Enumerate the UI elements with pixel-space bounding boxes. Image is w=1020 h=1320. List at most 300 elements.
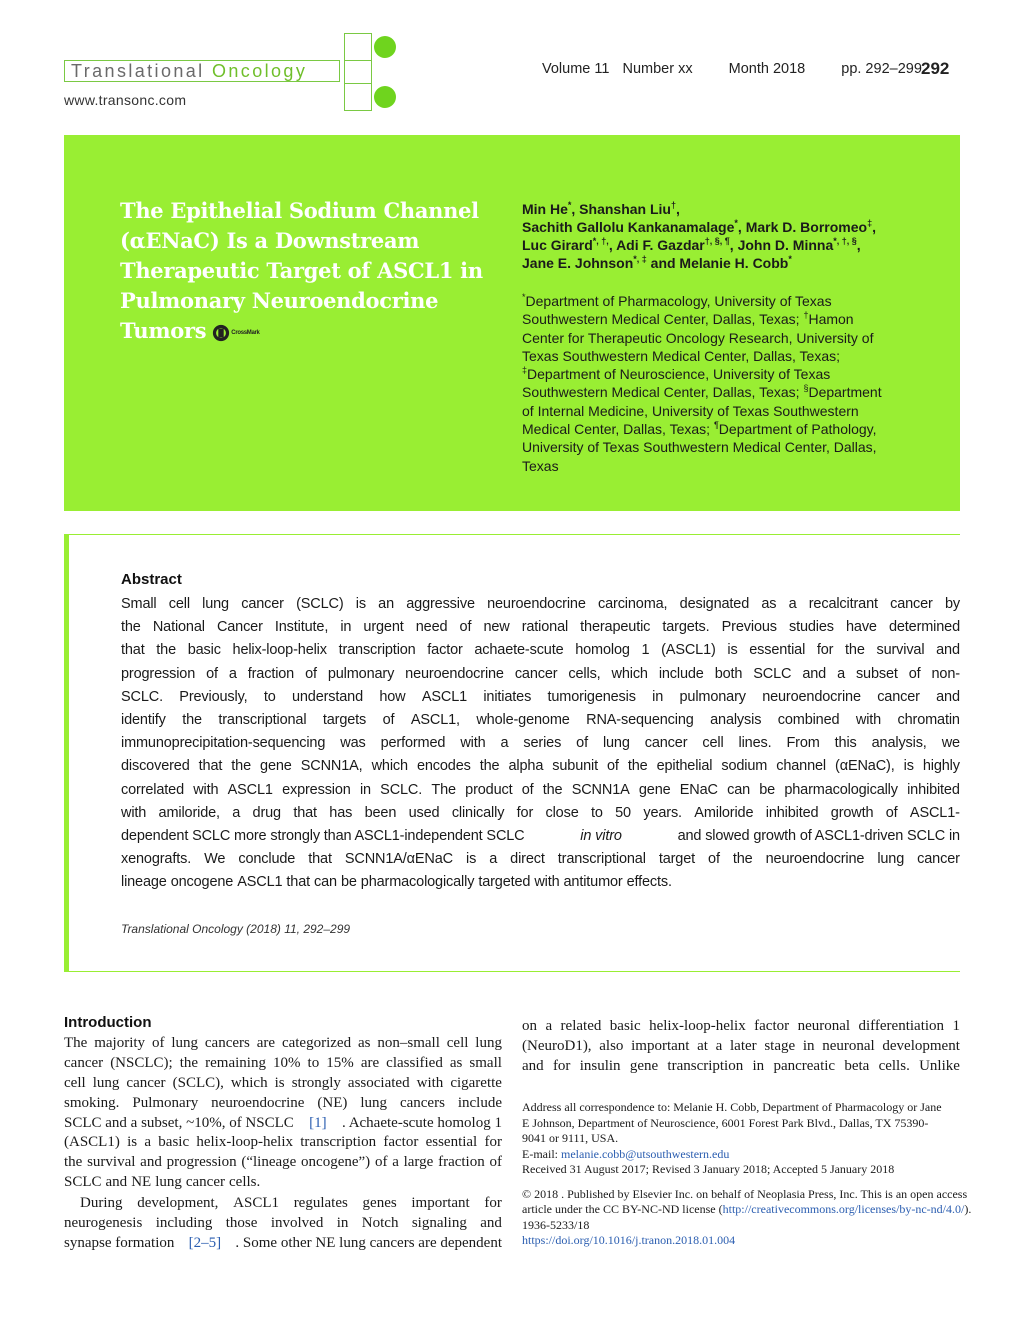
word: gene: [260, 758, 292, 775]
word: 50: [615, 804, 631, 821]
word: channel: [776, 758, 826, 775]
word: ASCL1: [237, 874, 283, 891]
word: (SCLC): [296, 596, 344, 612]
crossmark-label: CrossMark: [231, 329, 260, 336]
word: neuronal: [797, 1018, 851, 1034]
word: for: [816, 642, 834, 659]
author-line: Sachith Gallolu Kankanamalage*, Mark D. Borromeo‡,: [522, 218, 876, 235]
word: immunoprecipitation-sequencing: [121, 735, 326, 752]
affiliation-line: Texas Southwestern Medical Center, Dallas, Texas;: [522, 347, 841, 364]
word: subset: [855, 665, 898, 682]
word: with: [416, 1074, 444, 1091]
word: correlated: [121, 781, 184, 798]
body-line: [64, 1194, 502, 1214]
word: a: [232, 804, 241, 821]
abstract-line: [121, 755, 960, 778]
word: (ASCL1): [64, 1134, 120, 1151]
body-line-mixed: [64, 1234, 502, 1254]
abstract-line: [121, 663, 960, 686]
word: remaining: [205, 1054, 266, 1071]
logo-dot: [374, 36, 396, 58]
word: is: [355, 596, 366, 612]
word: studies: [788, 619, 834, 636]
word: The: [64, 1035, 88, 1051]
author-list: [522, 200, 942, 272]
word: can: [727, 781, 751, 798]
word: inhibited: [765, 804, 819, 821]
word: basic: [187, 642, 221, 659]
word: cells.: [229, 1174, 261, 1191]
word: can: [314, 874, 337, 891]
word: lung: [92, 1074, 120, 1091]
crossmark-icon[interactable]: [212, 324, 230, 342]
word: cigarette: [450, 1074, 502, 1091]
word: Previously,: [179, 688, 248, 705]
word: targets.: [662, 619, 710, 636]
word: to: [590, 804, 603, 821]
word: chromatin: [897, 711, 960, 728]
word: years.: [643, 804, 682, 821]
word: cancer: [890, 596, 933, 612]
word: ASCL1: [227, 781, 273, 798]
word: targets: [322, 711, 367, 728]
email-label: E-mail:: [522, 1146, 561, 1161]
abstract-line: [121, 709, 960, 732]
word: pharmacologically: [360, 874, 475, 891]
word: determined: [888, 619, 960, 636]
word: cell: [64, 1074, 86, 1091]
word: that: [198, 758, 223, 775]
word: is: [127, 1134, 138, 1151]
word: lung: [877, 851, 905, 868]
word: gene: [638, 781, 671, 798]
word: are: [360, 1054, 380, 1071]
page-range: pp. 292–299: [841, 61, 922, 77]
word: We: [204, 851, 226, 868]
body-line: [64, 1034, 502, 1054]
word: cancers: [399, 1094, 445, 1111]
word: of: [459, 619, 472, 636]
word: SCNN1A: [571, 781, 630, 798]
word: as: [357, 1035, 371, 1051]
word: in: [652, 688, 664, 705]
word: a: [545, 1018, 553, 1034]
word: cancer: [514, 665, 558, 682]
body-line: [64, 1094, 502, 1114]
word: with: [460, 735, 486, 752]
body-line: [64, 1214, 502, 1234]
word: the: [231, 758, 251, 775]
word: Pulmonary: [132, 1094, 199, 1111]
word: of: [489, 1154, 502, 1171]
footnote-dates: Received 31 August 2017; Revised 3 January 2018; Accepted 5 January 2018: [522, 1162, 895, 1176]
word: used: [408, 804, 440, 821]
word: beta: [844, 1057, 870, 1074]
word: neurogenesis: [64, 1214, 143, 1231]
volume: Volume 11: [542, 61, 610, 77]
title-line: The Epithelial Sodium Channel: [120, 198, 479, 223]
word: SCNN1A/αENaC: [344, 851, 453, 868]
affiliation-line: ‡Department of Neuroscience, University of Texas: [522, 365, 831, 383]
word: cancer: [917, 851, 960, 868]
footnote-line: E Johnson, Department of Neuroscience, 6001 Forest Park Blvd., Dallas, TX 75390-: [522, 1115, 929, 1130]
body-line-part: SCLC and a subset, ~10%, of NSCLC: [64, 1114, 294, 1131]
title-line: (αENaC) Is a Downstream: [120, 228, 420, 253]
word: transcriptional: [557, 851, 646, 868]
word: to: [307, 1054, 320, 1071]
word: SCNN1A,: [300, 758, 363, 775]
word: a: [392, 1154, 399, 1171]
word: of: [708, 851, 720, 868]
word: with: [121, 804, 147, 821]
word: cell: [168, 596, 190, 612]
body-line-part: synapse formation: [64, 1234, 175, 1251]
word: helix-loop-helix: [232, 642, 327, 659]
abstract-line-part: dependent SCLC more strongly than ASCL1-independent SCLC: [121, 827, 525, 844]
word: include: [658, 665, 704, 682]
doi-link[interactable]: https://doi.org/10.1016/j.tranon.2018.01.004: [522, 1233, 736, 1247]
word: including: [155, 1214, 213, 1231]
word: 1: [641, 642, 650, 659]
word: Cancer: [216, 619, 263, 636]
word: The: [431, 781, 456, 798]
word: the: [156, 642, 177, 659]
word: have: [846, 619, 877, 636]
word: effects.: [626, 874, 672, 891]
word: tumorigenesis: [547, 688, 636, 705]
footnote-email-line: [522, 1147, 962, 1163]
word: product: [465, 781, 513, 798]
word: associated: [347, 1074, 410, 1091]
word: development,: [137, 1195, 219, 1211]
title-line: Therapeutic Target of ASCL1 in: [120, 258, 483, 283]
abstract-line-mixed: [121, 825, 960, 848]
logo-cell: [344, 33, 372, 61]
word: close: [545, 804, 579, 821]
word: amiloride,: [158, 804, 220, 821]
word: essential: [425, 1134, 478, 1151]
word: of: [607, 758, 619, 775]
title-line: Pulmonary Neuroendocrine: [120, 288, 439, 313]
author-line: Luc Girard*, †,, Adi F. Gazdar†, §, ¶, John D. Minna*, †, §,: [522, 236, 861, 253]
affiliation-line: Medical Center, Dallas, Texas; ¶Department of Pathology,: [522, 420, 877, 438]
word: direct: [510, 851, 545, 868]
word: series: [523, 735, 562, 752]
word: insulin: [579, 1057, 621, 1074]
word: a: [228, 665, 237, 682]
word: 15%: [326, 1054, 354, 1071]
word: differentiation: [858, 1018, 945, 1034]
word: pharmacologically: [784, 781, 898, 798]
footnote-line: 9041 or 9111, USA.: [522, 1131, 619, 1145]
title-line-last: [120, 316, 500, 348]
word: growth: [830, 804, 874, 821]
word: ASCL1-: [909, 804, 960, 821]
word: been: [364, 804, 397, 821]
word: is: [727, 642, 738, 659]
issn: 1936-5233/18: [522, 1217, 590, 1232]
introduction-heading: Introduction: [64, 1014, 152, 1031]
word: understand: [291, 688, 364, 705]
word: include: [457, 1094, 502, 1111]
word: new: [483, 619, 510, 636]
affiliation-line: of Internal Medicine, University of Texas Southwestern: [522, 402, 859, 419]
word: related: [560, 1018, 602, 1034]
word: (SCLC),: [172, 1074, 224, 1091]
word: involved: [270, 1214, 324, 1231]
issue-number: Number xx: [622, 61, 693, 77]
word: encodes: [416, 758, 471, 775]
word: that: [286, 874, 311, 891]
footnote-line: Address all correspondence to: Melanie H. Cobb, Department of Pharmacology or Jane: [522, 1100, 942, 1114]
word: analysis: [710, 711, 762, 728]
word: ENaC: [679, 781, 718, 798]
email-link[interactable]: melanie.cobb@utsouthwestern.edu: [561, 1146, 730, 1161]
affiliations: [522, 292, 932, 475]
word: the: [64, 1154, 83, 1171]
word: of: [576, 735, 588, 752]
word: pancreatic: [773, 1057, 836, 1074]
intro-right-column: [522, 1017, 960, 1077]
word: subunit: [552, 758, 598, 775]
word: be: [340, 874, 357, 891]
word: transcriptional: [218, 711, 307, 728]
word: in: [336, 1214, 349, 1231]
author-line: Jane E. Johnson*, ‡ and Melanie H. Cobb*: [522, 254, 792, 271]
word: which: [230, 1074, 268, 1091]
word: lung: [475, 1035, 502, 1051]
word: are: [256, 1035, 276, 1051]
logo-cell: [344, 83, 372, 111]
word: of: [382, 711, 395, 728]
abstract-line: [121, 779, 960, 802]
article-title: [120, 196, 500, 348]
word: aggressive: [406, 596, 475, 612]
intro-paragraph-2: [64, 1194, 502, 1254]
word: cells.: [878, 1057, 910, 1074]
word: neuroendocrine: [487, 596, 586, 612]
word: important: [411, 1195, 470, 1211]
word: SCLC: [753, 665, 792, 682]
reference-link[interactable]: [2–5]: [188, 1234, 222, 1251]
copyright-line: © 2018 . Published by Elsevier Inc. on behalf of Neoplasia Press, Inc. This is an open access: [522, 1186, 968, 1201]
word: regulates: [293, 1195, 348, 1211]
word: lung: [155, 1174, 182, 1191]
body-line-part: . Achaete-scute homolog 1: [342, 1114, 502, 1131]
word: in: [340, 619, 352, 636]
word: achaete-scute: [474, 642, 564, 659]
word: factor: [427, 642, 463, 659]
abstract-body: [121, 593, 960, 894]
abstract-line: [121, 802, 960, 825]
word: both: [714, 665, 743, 682]
body-line-mixed: [64, 1114, 502, 1134]
abstract-line: [121, 848, 960, 871]
word: expression: [282, 781, 351, 798]
word: helix-loop-helix: [649, 1018, 746, 1034]
intro-paragraph-1: [64, 1034, 502, 1193]
word: and: [936, 688, 960, 705]
word: that: [293, 804, 317, 821]
abstract-heading: Abstract: [121, 571, 182, 588]
word: cancers: [204, 1035, 250, 1051]
word: targeted: [478, 874, 531, 891]
word: cancer: [644, 735, 688, 752]
word: the: [121, 619, 141, 636]
word: cancer: [126, 1074, 166, 1091]
issue-month: Month 2018: [728, 61, 806, 77]
word: of: [305, 665, 317, 682]
word: which: [611, 665, 648, 682]
word: (ASCL1): [661, 642, 716, 659]
word: the: [732, 851, 753, 868]
word: factor: [383, 1134, 419, 1151]
word: for: [552, 1057, 571, 1074]
journal-name-word2: Oncology: [212, 61, 308, 81]
word: ASCL1: [233, 1195, 279, 1211]
word: therapeutic: [580, 619, 651, 636]
word: essential: [749, 642, 806, 659]
affiliation-line: *Department of Pharmacology, University of Texas: [522, 292, 832, 309]
word: (NeuroD1),: [522, 1037, 592, 1054]
word: categorized: [281, 1035, 352, 1051]
page-number: 292: [921, 59, 950, 78]
word: Unlike: [919, 1057, 960, 1074]
word: Notch: [361, 1214, 399, 1231]
word: pulmonary: [327, 665, 395, 682]
journal-logo-graphic: [344, 33, 398, 111]
word: conclude: [238, 851, 296, 868]
word: lineage: [121, 874, 167, 891]
word: strongly: [291, 1074, 341, 1091]
word: transcription: [667, 1057, 744, 1074]
word: homolog: [575, 642, 630, 659]
word: which: [371, 758, 408, 775]
word: was: [340, 735, 366, 752]
word: is: [466, 851, 477, 868]
journal-name-word1: Translational: [71, 61, 205, 81]
word: progression: [121, 665, 196, 682]
word: and: [936, 642, 960, 659]
word: genes: [362, 1195, 397, 1211]
article-citation: Translational Oncology (2018) 11, 292–299: [121, 922, 351, 936]
word: drug: [252, 804, 281, 821]
word: gene: [629, 1057, 659, 1074]
word: and: [140, 1154, 162, 1171]
word: RNA-sequencing: [586, 711, 694, 728]
word: cell: [702, 735, 724, 752]
word: alpha: [508, 758, 544, 775]
word: fraction: [247, 665, 295, 682]
word: the: [845, 642, 865, 659]
word: later: [730, 1037, 757, 1054]
word: urgent: [363, 619, 404, 636]
word: of: [374, 1154, 388, 1171]
word: lung: [171, 1035, 198, 1051]
word: by: [944, 596, 960, 612]
word: is: [274, 1074, 285, 1091]
word: whole-genome: [476, 711, 570, 728]
issue-info: [542, 61, 922, 77]
word: that: [121, 642, 145, 659]
correspondence-footnote: [522, 1100, 972, 1249]
word: of: [521, 781, 534, 798]
word: recalcitrant: [808, 596, 878, 612]
word: 10%: [273, 1054, 301, 1071]
word: is: [903, 758, 914, 775]
word: as: [449, 1054, 463, 1071]
word: of: [206, 665, 218, 682]
abstract-line: [121, 616, 960, 639]
word: a: [500, 735, 509, 752]
word: oncogene: [170, 874, 234, 891]
word: that: [308, 851, 332, 868]
license-link[interactable]: http://creativecommons.org/licenses/by-nc-nd/4.0/: [722, 1202, 965, 1216]
word: with: [855, 711, 882, 728]
word: lung: [360, 1094, 387, 1111]
word: SCLC.: [380, 781, 423, 798]
word: smoking.: [64, 1094, 120, 1111]
word: for: [484, 1195, 502, 1211]
logo-cell: [344, 60, 372, 84]
word: lung: [202, 596, 229, 612]
word: lines.: [738, 735, 772, 752]
word: neuroendocrine: [405, 665, 504, 682]
word: has: [329, 804, 353, 821]
word: (αENaC),: [835, 758, 895, 775]
word: xenografts.: [121, 851, 192, 868]
word: Small: [121, 596, 157, 612]
word: neuroendocrine: [762, 688, 861, 705]
affiliation-line: Southwestern Medical Center, Dallas, Texas; §Department: [522, 383, 882, 401]
word: pulmonary: [679, 688, 746, 705]
word: and: [105, 1174, 128, 1191]
word: cancer: [64, 1054, 104, 1071]
word: of: [885, 804, 898, 821]
word: antitumor: [563, 874, 623, 891]
word: as: [761, 596, 777, 612]
word: be: [759, 781, 776, 798]
word: on: [522, 1018, 537, 1034]
body-line: [522, 1017, 960, 1037]
word: factor: [754, 1018, 790, 1034]
word: in: [802, 1037, 815, 1054]
word: Institute,: [274, 619, 329, 636]
word: oncogene”): [301, 1154, 371, 1171]
word: initiates: [483, 688, 532, 705]
word: a: [788, 596, 797, 612]
word: Amiloride: [694, 804, 754, 821]
word: carcinoma,: [598, 596, 668, 612]
word: ASCL1,: [410, 711, 460, 728]
body-line-part: . Some other NE lung cancers are dependent: [235, 1234, 502, 1251]
author-line: Min He*, Shanshan Liu†,: [522, 200, 680, 217]
reference-link[interactable]: [1]: [309, 1114, 327, 1131]
word: lung: [602, 735, 630, 752]
word: discovered: [121, 758, 190, 775]
word: we: [941, 735, 960, 752]
journal-url[interactable]: www.transonc.com: [64, 92, 187, 108]
word: cells,: [568, 665, 601, 682]
affiliation-line: University of Texas Southwestern Medical Center, Dallas,: [522, 439, 877, 456]
word: a: [715, 1037, 723, 1054]
abstract-italic: in vitro: [580, 827, 622, 844]
word: stage: [764, 1037, 796, 1054]
word: development: [882, 1037, 960, 1054]
word: in: [752, 1057, 765, 1074]
word: cancer: [241, 596, 284, 612]
word: majority: [94, 1035, 146, 1051]
